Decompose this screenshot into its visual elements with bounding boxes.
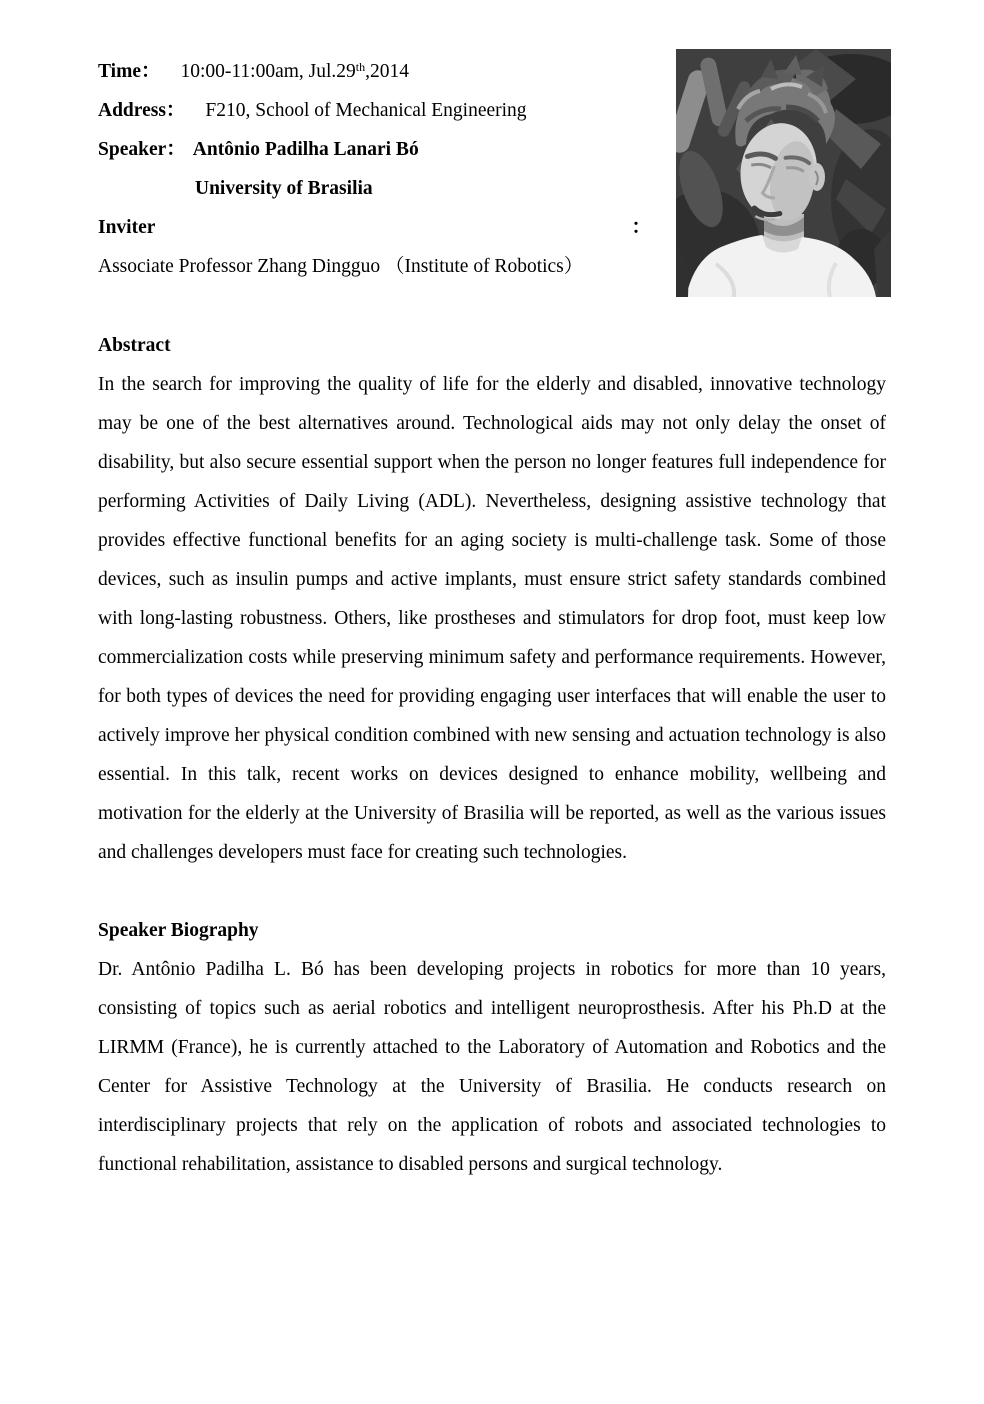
biography-body: Dr. Antônio Padilha L. Bó has been developing projects in robotics for more than 10 years, consisting of topics such as aerial robotics and intelligent neuroprosthesis. After his Ph.D at the LIRMM (France), he is currently attached to the Laboratory of Automation and Robotics and the Center for Assistive Technology at the University of Brasilia. He conducts research on interdisciplinary projects that rely on the application of robots and associated technologies to functional rehabilitation, assistance to disabled persons and surgical technology. [98, 959, 886, 1175]
time-value-text: 10:00-11:00am, Jul.29 [180, 61, 356, 82]
inviter-value: Associate Professor Zhang Dingguo （Institute of Robotics） [98, 256, 584, 277]
speaker-affiliation: University of Brasilia [195, 178, 373, 199]
speaker-label: Speaker： [98, 139, 186, 160]
time-ordinal-suffix: th [355, 60, 366, 74]
time-label: Time： [98, 61, 161, 82]
abstract-body: In the search for improving the quality of life for the elderly and disabled, innovative technology may be one of the best alternatives around. Technological aids may not only delay the onset of disability, but also secure essential support when the person no longer features full independence for performing Activities of Daily Living (ADL). Nevertheless, designing assistive technology that provides effective functional benefits for an aging society is multi-challenge task. Some of those devices, such as insulin pumps and active implants, must ensure strict safety standards combined with long-lasting robustness. Others, like prostheses and stimulators for drop foot, must keep low commercialization costs while preserving minimum safety and performance requirements. However, for both types of devices the need for providing engaging user interfaces that will enable the user to actively improve her physical condition combined with new sensing and actuation technology is also essential. In this talk, recent works on devices designed to enhance mobility, wellbeing and motivation for the elderly at the University of Brasilia will be reported, as well as the various issues and challenges developers must face for creating such technologies. [98, 374, 886, 863]
abstract-heading: Abstract [98, 335, 171, 356]
inviter-label: Inviter： [98, 217, 651, 238]
address-value: F210, School of Mechanical Engineering [205, 100, 527, 121]
speaker-name: Antônio Padilha Lanari Bó [192, 139, 419, 160]
speaker-photo [676, 49, 891, 297]
address-label: Address： [98, 100, 186, 121]
seminar-header [98, 52, 886, 303]
biography-heading: Speaker Biography [98, 920, 259, 941]
speaker-photo-graphic [676, 49, 891, 297]
time-value [180, 61, 409, 82]
time-year-text: ,2014 [365, 61, 410, 82]
